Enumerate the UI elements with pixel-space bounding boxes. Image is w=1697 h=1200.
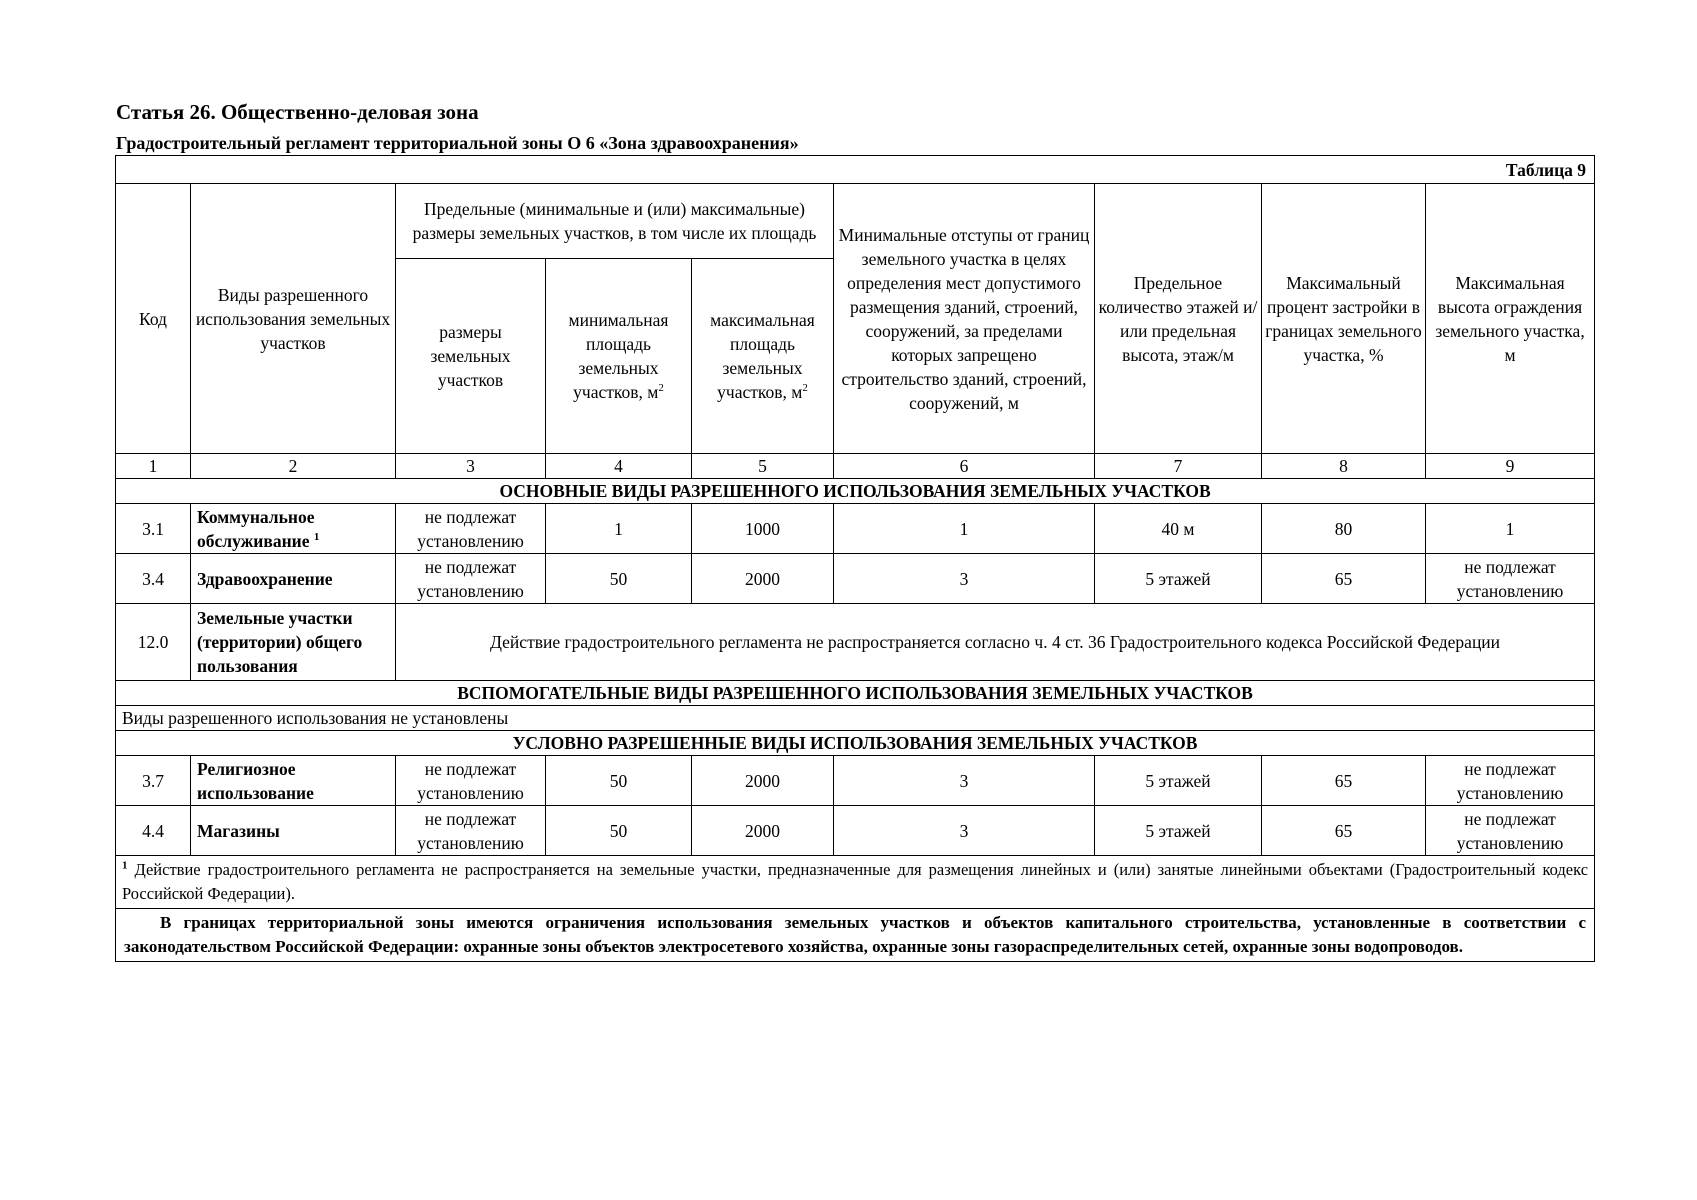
area-unit-sup: 2 <box>802 382 808 395</box>
row-coverage: 80 <box>1262 504 1426 554</box>
column-number: 2 <box>191 454 396 479</box>
footnote-text: Действие градостроительного регламента не распространяется на земельные участки, предназначенные для размещения линейных и (или) занятые линейными объектами (Градостроительный кодекс Российской Федерации). <box>122 860 1589 903</box>
table-row <box>116 554 1595 604</box>
row-setback: 3 <box>834 554 1095 604</box>
header-limits-group: Предельные (минимальные и (или) максимальные) размеры земельных участков, в том числе их площадь <box>396 184 834 259</box>
table-row <box>116 504 1595 554</box>
row-sizes: не подлежат установлению <box>396 806 546 856</box>
section-conditional: УСЛОВНО РАЗРЕШЕННЫЕ ВИДЫ ИСПОЛЬЗОВАНИЯ ЗЕМЕЛЬНЫХ УЧАСТКОВ <box>116 731 1595 756</box>
row-coverage: 65 <box>1262 756 1426 806</box>
header-floors: Предельное количество этажей и/или предельная высота, этаж/м <box>1095 184 1262 454</box>
footnote <box>116 856 1595 909</box>
row-use-name: Магазины <box>191 806 396 856</box>
row-min-area: 50 <box>546 756 692 806</box>
auxiliary-note: Виды разрешенного использования не установлены <box>116 706 1595 731</box>
row-use-name: Религиозное использование <box>191 756 396 806</box>
row-code: 3.7 <box>116 756 191 806</box>
row-code: 3.4 <box>116 554 191 604</box>
section-main: ОСНОВНЫЕ ВИДЫ РАЗРЕШЕННОГО ИСПОЛЬЗОВАНИЯ ЗЕМЕЛЬНЫХ УЧАСТКОВ <box>116 479 1595 504</box>
header-coverage: Максимальный процент застройки в границах земельного участка, % <box>1262 184 1426 454</box>
table-number: Таблица 9 <box>116 156 1595 184</box>
row-min-area: 1 <box>546 504 692 554</box>
column-number: 9 <box>1426 454 1595 479</box>
row-code: 3.1 <box>116 504 191 554</box>
table-row <box>116 756 1595 806</box>
row-setback: 1 <box>834 504 1095 554</box>
header-max-area <box>692 259 834 454</box>
row-note: Действие градостроительного регламента не распространяется согласно ч. 4 ст. 36 Градостроительного кодекса Российской Федерации <box>396 604 1595 681</box>
row-code: 12.0 <box>116 604 191 681</box>
row-floors: 5 этажей <box>1095 756 1262 806</box>
header-setbacks: Минимальные отступы от границ земельного участка в целях определения мест допустимого размещения зданий, строений, сооружений, за пределами которых запрещено строительство зданий, строений, сооружений, м <box>834 184 1095 454</box>
row-sizes: не подлежат установлению <box>396 504 546 554</box>
header-min-area-text: минимальная площадь земельных участков, м <box>568 310 669 402</box>
row-max-area: 2000 <box>692 806 834 856</box>
header-sizes: размеры земельных участков <box>396 259 546 454</box>
section-auxiliary: ВСПОМОГАТЕЛЬНЫЕ ВИДЫ РАЗРЕШЕННОГО ИСПОЛЬЗОВАНИЯ ЗЕМЕЛЬНЫХ УЧАСТКОВ <box>116 681 1595 706</box>
column-number: 7 <box>1095 454 1262 479</box>
restrictions-note <box>116 909 1595 962</box>
column-number: 4 <box>546 454 692 479</box>
row-min-area: 50 <box>546 806 692 856</box>
restrictions-text: В границах территориальной зоны имеются ограничения использования земельных участков и объектов капитального строительства, установленные в соответствии с законодательством Российской Федерации: охранные зоны объектов электросетевого хозяйства, охранные зоны газораспределительных сетей, охранные зоны водопроводов. <box>124 913 1587 956</box>
row-fence: 1 <box>1426 504 1595 554</box>
row-use-name <box>191 504 396 554</box>
row-max-area: 1000 <box>692 504 834 554</box>
regulation-title: Градостроительный регламент территориальной зоны О 6 «Зона здравоохранения» <box>116 133 799 153</box>
header-fence: Максимальная высота ограждения земельного участка, м <box>1426 184 1595 454</box>
row-use-name: Земельные участки (территории) общего пользования <box>191 604 396 681</box>
article-title: Статья 26. Общественно-деловая зона <box>116 100 479 124</box>
header-max-area-text: максимальная площадь земельных участков, м <box>710 310 815 402</box>
column-number: 5 <box>692 454 834 479</box>
column-number: 6 <box>834 454 1095 479</box>
column-number: 3 <box>396 454 546 479</box>
column-number: 8 <box>1262 454 1426 479</box>
row-code: 4.4 <box>116 806 191 856</box>
row-floors: 5 этажей <box>1095 554 1262 604</box>
area-unit-sup: 2 <box>658 382 664 395</box>
row-floors: 5 этажей <box>1095 806 1262 856</box>
row-fence: не подлежат установлению <box>1426 554 1595 604</box>
row-setback: 3 <box>834 756 1095 806</box>
row-fence: не подлежат установлению <box>1426 806 1595 856</box>
header-use-types: Виды разрешенного использования земельных участков <box>191 184 396 454</box>
row-sizes: не подлежат установлению <box>396 554 546 604</box>
row-coverage: 65 <box>1262 554 1426 604</box>
row-max-area: 2000 <box>692 756 834 806</box>
header-min-area <box>546 259 692 454</box>
row-coverage: 65 <box>1262 806 1426 856</box>
regulation-table <box>115 155 1595 962</box>
header-code: Код <box>116 184 191 454</box>
table-row <box>116 604 1595 681</box>
column-number: 1 <box>116 454 191 479</box>
footnote-ref: 1 <box>313 530 320 543</box>
row-use-name-text: Коммунальное обслуживание <box>197 506 315 551</box>
table-row <box>116 806 1595 856</box>
row-floors: 40 м <box>1095 504 1262 554</box>
row-min-area: 50 <box>546 554 692 604</box>
row-use-name: Здравоохранение <box>191 554 396 604</box>
row-sizes: не подлежат установлению <box>396 756 546 806</box>
row-fence: не подлежат установлению <box>1426 756 1595 806</box>
row-max-area: 2000 <box>692 554 834 604</box>
footnote-mark: 1 <box>122 859 128 872</box>
row-setback: 3 <box>834 806 1095 856</box>
